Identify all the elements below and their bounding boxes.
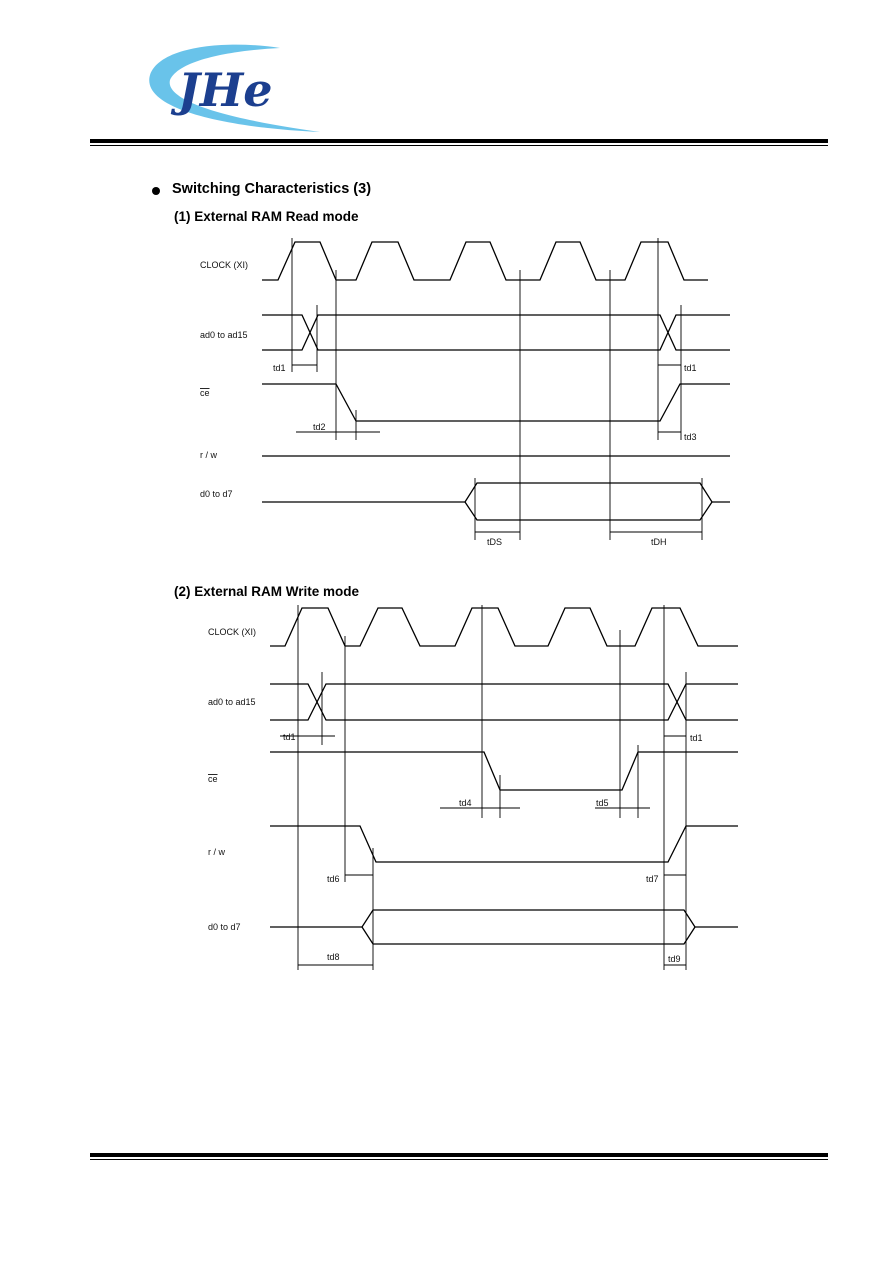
write-mode-title: (2) External RAM Write mode: [174, 584, 360, 599]
write-rw-label: r / w: [208, 847, 225, 857]
write-ce-label: ce: [208, 774, 218, 784]
write-td8-label: td8: [327, 952, 340, 962]
write-ad-bus-high: [270, 684, 738, 720]
read-clock-waveform: [262, 242, 708, 280]
read-td1-right-label: td1: [684, 363, 697, 373]
read-td1-left-label: td1: [273, 363, 286, 373]
section-heading: Switching Characteristics (3): [172, 181, 372, 197]
write-td1-right-label: td1: [690, 733, 703, 743]
read-rw-label: r / w: [200, 450, 217, 460]
write-ad-bus-low: [270, 684, 738, 720]
read-ad-bus-low: [262, 315, 730, 350]
read-ad-bus-high: [262, 315, 730, 350]
write-clock-waveform: [270, 608, 738, 646]
read-clock-label: CLOCK (XI): [200, 260, 249, 270]
footer-divider: [90, 1153, 828, 1160]
read-ce-label: ce: [200, 388, 210, 398]
write-td1-left-label: td1: [283, 732, 296, 742]
write-td6-label: td6: [327, 874, 340, 884]
read-ce-waveform: [262, 384, 730, 421]
write-td9-label: td9: [668, 954, 681, 964]
write-ce-waveform: [270, 752, 738, 790]
write-td5-label: td5: [596, 798, 609, 808]
read-data-label: d0 to d7: [200, 489, 233, 499]
logo-text: JHe: [178, 63, 273, 117]
read-reference-lines: [292, 238, 702, 540]
write-rw-waveform: [270, 826, 738, 862]
write-data-low: [362, 927, 695, 944]
read-tdh-label: tDH: [651, 537, 667, 547]
write-td7-label: td7: [646, 874, 659, 884]
write-data-high: [270, 910, 738, 927]
read-td3-label: td3: [684, 432, 697, 442]
write-ad-label: ad0 to ad15: [208, 697, 256, 707]
write-reference-lines: [280, 605, 686, 970]
read-data-low: [465, 502, 712, 520]
write-td4-label: td4: [459, 798, 472, 808]
read-td2-label: td2: [313, 422, 326, 432]
read-mode-title: (1) External RAM Read mode: [174, 209, 359, 224]
write-clock-label: CLOCK (XI): [208, 627, 257, 637]
write-data-label: d0 to d7: [208, 922, 241, 932]
read-tds-label: tDS: [487, 537, 503, 547]
read-ad-label: ad0 to ad15: [200, 330, 248, 340]
read-data-high: [262, 483, 730, 502]
